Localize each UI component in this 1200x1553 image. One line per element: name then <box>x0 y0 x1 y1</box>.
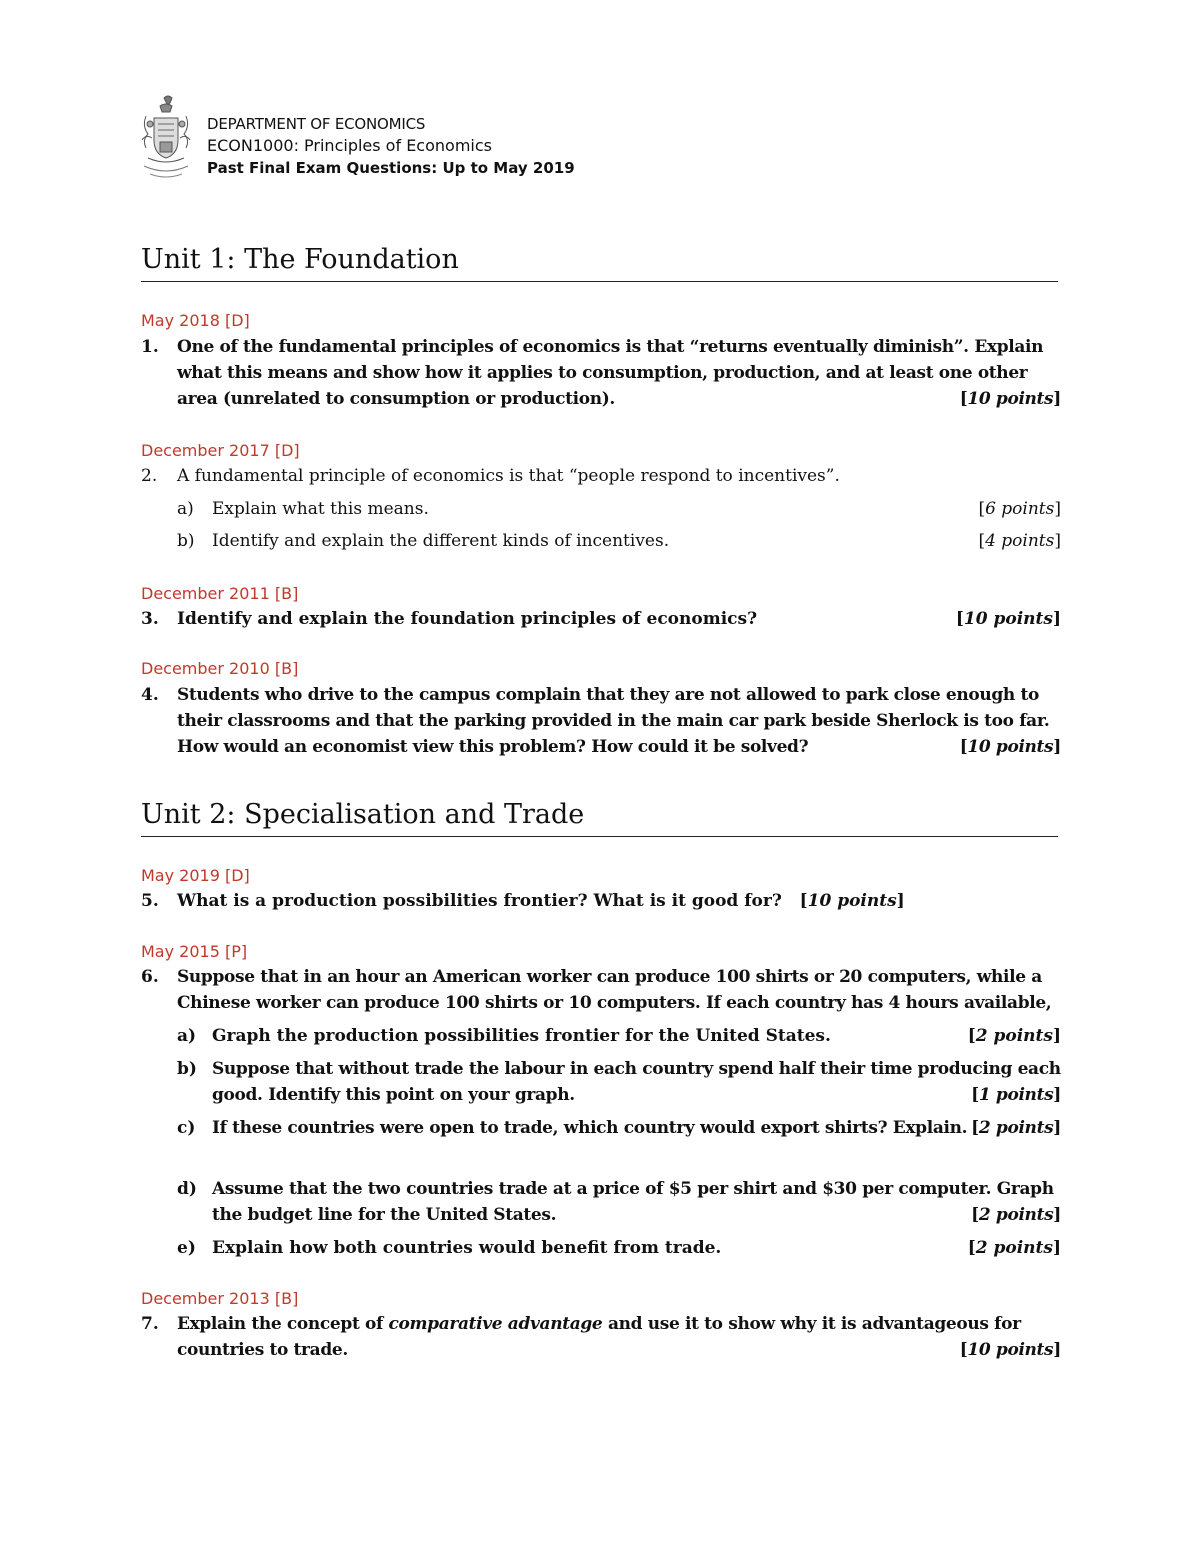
question-text: Suppose that in an hour an American worker can produce 100 shirts or 20 computers, while a Chinese worker can produce 100 shirts or 10 computers. If each country has 4 hours available, <box>177 967 1052 1013</box>
question-part: a) Graph the production possibilities frontier for the United States. [2 points] <box>177 1023 1061 1049</box>
question-number: 4. <box>141 685 159 705</box>
part-text: If these countries were open to trade, which country would export shirts? Explain. <box>212 1118 968 1138</box>
part-points: 1 points <box>978 1085 1054 1105</box>
question-number: 1. <box>141 337 159 357</box>
part-points: 2 points <box>978 1118 1054 1138</box>
part-text: Identify and explain the different kinds of incentives. <box>212 531 670 551</box>
question-text: One of the fundamental principles of economics is that “returns eventually diminish”. Explain what this means and show how it applies to consumption, production, and at least one other area (unrelated to consumption or production). <box>177 337 1044 409</box>
question-points: 10 points <box>967 737 1054 757</box>
part-points: 4 points <box>985 531 1055 551</box>
document-subtitle: Past Final Exam Questions: Up to May 2019 <box>207 159 575 177</box>
exam-session-label: May 2019 [D] <box>141 866 250 885</box>
question-points: 10 points <box>967 1340 1054 1360</box>
question-text: What is a production possibilities frontier? What is it good for? <box>177 891 782 911</box>
question-part: a) Explain what this means. [6 points] <box>177 496 1061 522</box>
unit-heading: Unit 1: The Foundation <box>141 243 1058 282</box>
question-3: 3. Identify and explain the foundation principles of economics? [10 points] <box>141 606 1061 632</box>
question-part: d) Assume that the two countries trade at a price of $5 per shirt and $30 per computer. Graph the budget line for the United States. [2 points] <box>177 1176 1061 1228</box>
question-text: A fundamental principle of economics is that “people respond to incentives”. <box>177 466 840 486</box>
question-2 <box>141 463 1061 489</box>
exam-session-label: December 2010 [B] <box>141 659 299 678</box>
question-text: and use it to show why it is advantageous for countries to trade. <box>177 1314 1021 1360</box>
question-4: 4. Students who drive to the campus complain that they are not allowed to park close enough to their classrooms and that the parking provided in the main car park beside Sherlock is too far. How would an economist view this problem? How could it be solved? [10 points] <box>141 682 1061 760</box>
part-points: 2 points <box>975 1026 1053 1046</box>
question-1: 1. One of the fundamental principles of economics is that “returns eventually diminish”. Explain what this means and show how it applies to consumption, production, and at least one other area (unrelated to consumption or production). [10 points] <box>141 334 1061 412</box>
question-part: c) If these countries were open to trade, which country would export shirts? Explain. [2 points] <box>177 1115 1061 1141</box>
question-number: 6. <box>141 967 159 987</box>
question-text: Identify and explain the foundation principles of economics? <box>177 609 758 629</box>
exam-session-label: December 2011 [B] <box>141 584 299 603</box>
question-points: 10 points <box>807 891 897 911</box>
part-letter: a) <box>177 1026 197 1046</box>
question-part: e) Explain how both countries would benefit from trade. [2 points] <box>177 1235 1061 1261</box>
university-crest-icon <box>140 94 192 184</box>
question-points: 10 points <box>963 609 1053 629</box>
question-number: 5. <box>141 891 159 911</box>
part-letter: a) <box>177 499 194 519</box>
question-number: 3. <box>141 609 159 629</box>
part-text: Suppose that without trade the labour in each country spend half their time producing each good. Identify this point on your graph. <box>212 1059 1061 1105</box>
question-text: Students who drive to the campus complain that they are not allowed to park close enough to their classrooms and that the parking provided in the main car park beside Sherlock is too far. How would an economist view this problem? How could it be solved? <box>177 685 1050 757</box>
question-5: 5. What is a production possibilities frontier? What is it good for? [10 points] <box>141 888 1061 914</box>
course-title: ECON1000: Principles of Economics <box>207 136 492 155</box>
part-letter: b) <box>177 1059 197 1079</box>
question-part: b) Identify and explain the different kinds of incentives. [4 points] <box>177 528 1061 554</box>
part-points: 6 points <box>985 499 1055 519</box>
part-letter: d) <box>177 1179 197 1199</box>
part-points: 2 points <box>975 1238 1053 1258</box>
part-text: Graph the production possibilities frontier for the United States. <box>212 1026 831 1046</box>
question-number: 7. <box>141 1314 159 1334</box>
question-part: b) Suppose that without trade the labour in each country spend half their time producing each good. Identify this point on your graph. [1 points] <box>177 1056 1061 1108</box>
question-number: 2. <box>141 466 158 486</box>
question-points: 10 points <box>967 389 1054 409</box>
part-letter: b) <box>177 531 195 551</box>
part-text: Assume that the two countries trade at a price of $5 per shirt and $30 per computer. Graph the budget line for the United States. <box>212 1179 1054 1225</box>
question-6 <box>141 964 1061 1016</box>
unit-heading: Unit 2: Specialisation and Trade <box>141 798 1058 837</box>
exam-session-label: May 2015 [P] <box>141 942 248 961</box>
question-7: 7. Explain the concept of comparative advantage and use it to show why it is advantageous for countries to trade. [10 points] <box>141 1311 1061 1363</box>
department-name: DEPARTMENT OF ECONOMICS <box>207 115 426 133</box>
question-text: Explain the concept of <box>177 1314 389 1334</box>
part-letter: c) <box>177 1118 196 1138</box>
part-text: Explain what this means. <box>212 499 429 519</box>
exam-session-label: December 2017 [D] <box>141 441 300 460</box>
part-points: 2 points <box>978 1205 1054 1225</box>
question-text-emphasis: comparative advantage <box>388 1314 603 1334</box>
document-header <box>207 113 575 179</box>
exam-session-label: December 2013 [B] <box>141 1289 299 1308</box>
part-text: Explain how both countries would benefit from trade. <box>212 1238 722 1258</box>
part-letter: e) <box>177 1238 196 1258</box>
exam-session-label: May 2018 [D] <box>141 311 250 330</box>
